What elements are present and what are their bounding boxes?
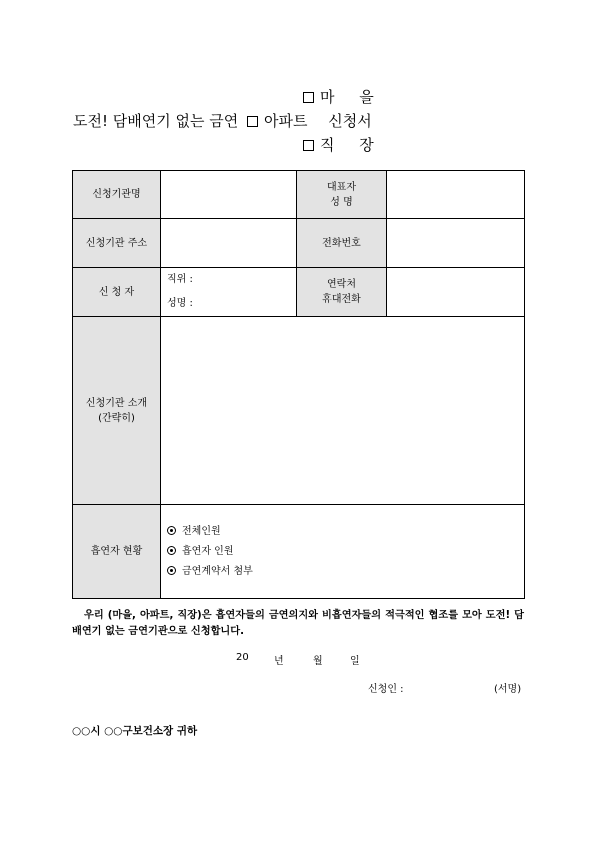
contact-label-line1: 연락처 [327, 279, 356, 290]
representative-label-line1: 대표자 [327, 181, 356, 193]
smoker-option-smokers[interactable] [161, 542, 524, 562]
position-label: 직위 : [167, 274, 193, 285]
contact-label [297, 268, 387, 317]
name-label: 성명 : [167, 298, 193, 309]
applicant-field[interactable] [161, 268, 297, 317]
smoker-option-contract[interactable] [161, 562, 524, 582]
intro-label [73, 317, 161, 505]
radio-icon [167, 566, 176, 575]
phone-label: 전화번호 [297, 219, 387, 268]
date-month: 월 [313, 656, 323, 667]
org-name-label: 신청기관명 [73, 171, 161, 219]
title-option-workplace-text: 직 장 [320, 136, 384, 154]
intro-label-line1: 신청기관 소개 [85, 397, 148, 409]
smoker-option-total[interactable] [161, 522, 524, 542]
title-doc-type: 신청서 [328, 112, 372, 130]
smoker-option-text: 금연계약서 첨부 [182, 565, 253, 577]
representative-label-line2: 성 명 [330, 196, 353, 208]
title-main-line [73, 112, 372, 130]
radio-icon [167, 546, 176, 555]
title-option-village [303, 88, 384, 106]
addressee: ○○시 ○○구보건소장 귀하 [72, 725, 198, 737]
intro-label-line2: (간략히) [98, 412, 135, 424]
date-day: 일 [350, 656, 360, 667]
smoker-option-text: 흡연자 인원 [182, 545, 234, 557]
smoker-option-text: 전체인원 [182, 525, 221, 537]
smoker-status-field [161, 505, 525, 599]
org-name-field[interactable] [161, 171, 297, 219]
title-option-village-text: 마 을 [320, 88, 384, 106]
title-option-apartment-text: 아파트 [264, 112, 308, 130]
date-year-prefix: 20 [236, 652, 249, 663]
checkbox-village[interactable] [303, 92, 314, 103]
mobile-phone-field[interactable] [387, 268, 525, 317]
application-form-table [72, 170, 525, 599]
contact-label-line2: 휴대전화 [322, 294, 361, 305]
applicant-signature-label: 신청인 : [368, 684, 404, 695]
representative-label [297, 171, 387, 219]
date-year: 년 [274, 656, 284, 667]
address-label: 신청기관 주소 [73, 219, 161, 268]
signature-mark: (서명) [494, 684, 522, 695]
phone-field[interactable] [387, 219, 525, 268]
checkbox-apartment[interactable] [247, 116, 258, 127]
intro-field[interactable] [161, 317, 525, 505]
document-title [0, 0, 595, 170]
applicant-label: 신 청 자 [73, 268, 161, 317]
checkbox-workplace[interactable] [303, 140, 314, 151]
smoker-status-label: 흡연자 현황 [73, 505, 161, 599]
title-option-workplace [303, 136, 384, 154]
representative-name-field[interactable] [387, 171, 525, 219]
application-statement: 우리 (마을, 아파트, 직장)은 흡연자들의 금연의지와 비흡연자들의 적극적인 협조를 모아 도전! 담배연기 없는 금연기관으로 신청합니다. [72, 610, 524, 637]
radio-icon [167, 526, 176, 535]
address-field[interactable] [161, 219, 297, 268]
title-main-text: 도전! 담배연기 없는 금연 [73, 112, 239, 130]
